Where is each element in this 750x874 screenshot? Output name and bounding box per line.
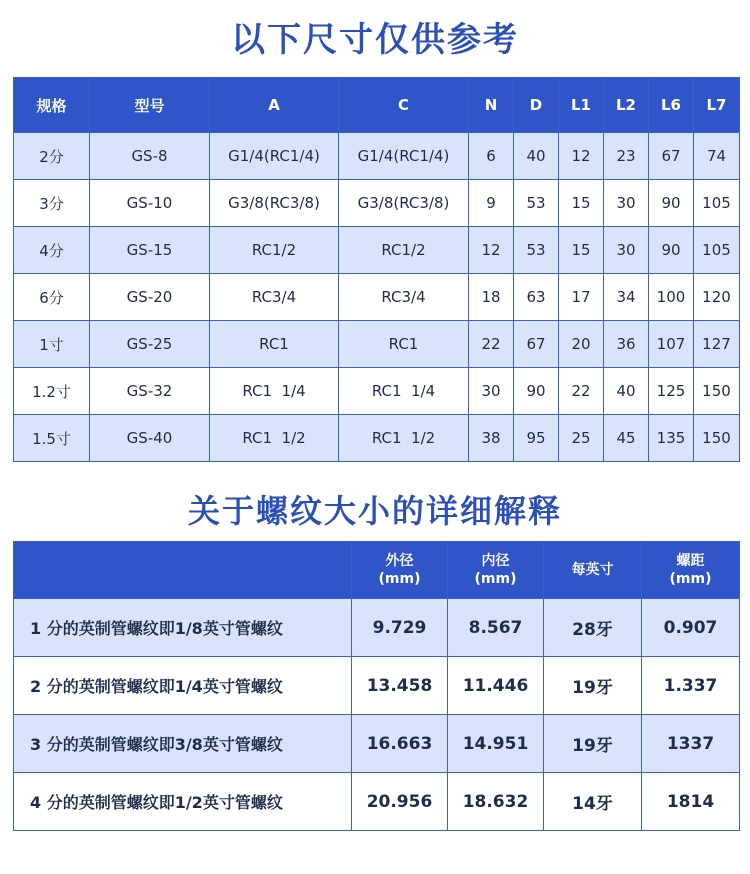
header-cell: L7 — [694, 78, 740, 133]
table-cell: 105 — [694, 180, 740, 227]
table-cell: 127 — [694, 321, 740, 368]
table-cell: 53 — [514, 227, 559, 274]
table-cell: 1 分的英制管螺纹即1/8英寸管螺纹 — [14, 599, 352, 657]
table-row — [14, 715, 740, 773]
page-title-dimensions: 以下尺寸仅供参考 — [231, 20, 519, 60]
table-cell: 22 — [469, 321, 514, 368]
table-row — [14, 599, 740, 657]
table-cell: GS-8 — [90, 133, 210, 180]
table-row — [14, 227, 740, 274]
table-cell: 30 — [604, 227, 649, 274]
table-cell: RC1 1/4 — [339, 368, 469, 415]
table-cell: 19牙 — [544, 715, 642, 773]
table-cell: G3/8(RC3/8) — [339, 180, 469, 227]
table-cell: 150 — [694, 368, 740, 415]
table-cell: 18.632 — [448, 773, 544, 831]
table-cell: RC3/4 — [339, 274, 469, 321]
table-cell: RC3/4 — [210, 274, 339, 321]
table-cell: 16.663 — [352, 715, 448, 773]
table-cell: 150 — [694, 415, 740, 462]
header-cell: L1 — [559, 78, 604, 133]
table-cell: 36 — [604, 321, 649, 368]
table-cell: 4 分的英制管螺纹即1/2英寸管螺纹 — [14, 773, 352, 831]
section-title-thread: 关于螺纹大小的详细解释 — [187, 492, 562, 530]
table-cell: 74 — [694, 133, 740, 180]
table-cell: 34 — [604, 274, 649, 321]
table-cell: 6分 — [14, 274, 90, 321]
header-cell-outer-diameter: 外径 (mm) — [352, 542, 448, 599]
table-cell: 105 — [694, 227, 740, 274]
table-cell: 40 — [604, 368, 649, 415]
table-cell: RC1 — [210, 321, 339, 368]
table-cell: G1/4(RC1/4) — [210, 133, 339, 180]
header-cell: 规格 — [14, 78, 90, 133]
table-cell: 15 — [559, 180, 604, 227]
table-cell: 95 — [514, 415, 559, 462]
table-row — [14, 368, 740, 415]
table-cell: 13.458 — [352, 657, 448, 715]
table-row — [14, 180, 740, 227]
table-cell: 20.956 — [352, 773, 448, 831]
header-cell: L2 — [604, 78, 649, 133]
table-cell: 38 — [469, 415, 514, 462]
table-cell: 4分 — [14, 227, 90, 274]
table-cell: 15 — [559, 227, 604, 274]
table-cell: 120 — [694, 274, 740, 321]
table-cell: 63 — [514, 274, 559, 321]
table-cell: 19牙 — [544, 657, 642, 715]
table-cell: 3分 — [14, 180, 90, 227]
table-cell: RC1 1/2 — [210, 415, 339, 462]
table-cell: 135 — [649, 415, 694, 462]
table-cell: 18 — [469, 274, 514, 321]
header-cell: L6 — [649, 78, 694, 133]
table-cell: GS-20 — [90, 274, 210, 321]
header-cell: N — [469, 78, 514, 133]
table-cell: 9 — [469, 180, 514, 227]
table-cell: 20 — [559, 321, 604, 368]
table-cell: 90 — [649, 227, 694, 274]
header-cell-per-inch: 每英寸 — [544, 542, 642, 599]
header-cell: C — [339, 78, 469, 133]
header-cell-inner-diameter: 内径 (mm) — [448, 542, 544, 599]
table-cell: 23 — [604, 133, 649, 180]
table-cell: 100 — [649, 274, 694, 321]
table-cell: 12 — [559, 133, 604, 180]
table-cell: 53 — [514, 180, 559, 227]
thread-header-row — [14, 542, 740, 599]
table-cell: 28牙 — [544, 599, 642, 657]
table-row — [14, 133, 740, 180]
table-cell: 30 — [469, 368, 514, 415]
header-cell-pitch: 螺距 (mm) — [642, 542, 740, 599]
table-cell: 125 — [649, 368, 694, 415]
header-cell: D — [514, 78, 559, 133]
dimensions-header-row — [14, 78, 740, 133]
thread-table — [13, 541, 740, 831]
header-cell: A — [210, 78, 339, 133]
table-row — [14, 274, 740, 321]
table-cell: 22 — [559, 368, 604, 415]
table-cell: GS-25 — [90, 321, 210, 368]
table-cell: 40 — [514, 133, 559, 180]
table-cell: 1814 — [642, 773, 740, 831]
table-cell: 90 — [649, 180, 694, 227]
table-cell: RC1/2 — [210, 227, 339, 274]
table-cell: RC1/2 — [339, 227, 469, 274]
table-cell: 2 分的英制管螺纹即1/4英寸管螺纹 — [14, 657, 352, 715]
table-cell: 17 — [559, 274, 604, 321]
table-cell: RC1 1/2 — [339, 415, 469, 462]
table-cell: 12 — [469, 227, 514, 274]
dimensions-table — [13, 77, 740, 462]
table-cell: 1.5寸 — [14, 415, 90, 462]
table-cell: 1.2寸 — [14, 368, 90, 415]
table-cell: 6 — [469, 133, 514, 180]
header-cell — [14, 542, 352, 599]
table-row — [14, 773, 740, 831]
table-cell: 14牙 — [544, 773, 642, 831]
table-cell: 9.729 — [352, 599, 448, 657]
table-cell: RC1 1/4 — [210, 368, 339, 415]
table-row — [14, 415, 740, 462]
table-cell: 45 — [604, 415, 649, 462]
table-cell: G3/8(RC3/8) — [210, 180, 339, 227]
table-cell: 30 — [604, 180, 649, 227]
table-cell: 0.907 — [642, 599, 740, 657]
table-cell: 14.951 — [448, 715, 544, 773]
table-cell: 2分 — [14, 133, 90, 180]
table-cell: 107 — [649, 321, 694, 368]
table-cell: RC1 — [339, 321, 469, 368]
table-row — [14, 321, 740, 368]
table-cell: 90 — [514, 368, 559, 415]
table-cell: 1337 — [642, 715, 740, 773]
header-cell: 型号 — [90, 78, 210, 133]
table-row — [14, 657, 740, 715]
table-cell: 1寸 — [14, 321, 90, 368]
table-cell: 8.567 — [448, 599, 544, 657]
table-cell: GS-32 — [90, 368, 210, 415]
table-cell: 3 分的英制管螺纹即3/8英寸管螺纹 — [14, 715, 352, 773]
table-cell: GS-10 — [90, 180, 210, 227]
table-cell: 67 — [649, 133, 694, 180]
table-cell: 11.446 — [448, 657, 544, 715]
table-cell: 25 — [559, 415, 604, 462]
table-cell: 67 — [514, 321, 559, 368]
table-cell: G1/4(RC1/4) — [339, 133, 469, 180]
table-cell: GS-40 — [90, 415, 210, 462]
table-cell: GS-15 — [90, 227, 210, 274]
table-cell: 1.337 — [642, 657, 740, 715]
